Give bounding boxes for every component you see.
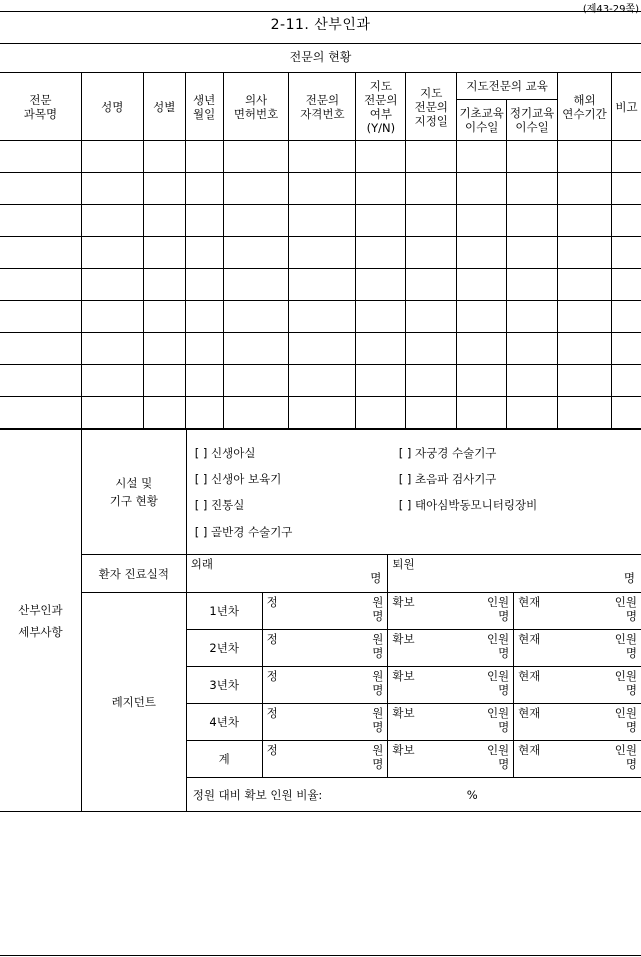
top-rule [0, 11, 641, 12]
header-abroad: 해외 연수기간 [558, 73, 612, 141]
facility-item: [ ] 신생아실 [194, 446, 256, 460]
quota-cell: 정 원 명 [262, 630, 388, 667]
table-row [0, 397, 641, 429]
discharge-cell: 퇴원 명 [388, 555, 641, 593]
current-cell: 현재 인원 명 [514, 741, 641, 778]
bottom-rule [0, 955, 641, 956]
detail-table [0, 429, 641, 812]
resident-label: 레지던트 [81, 593, 186, 812]
table-row [0, 205, 641, 237]
ratio-row: 정원 대비 확보 인원 비율: % [186, 778, 641, 812]
facility-label: 시설 및 기구 현황 [81, 430, 186, 555]
header-is-mentor: 지도 전문의 여부 (Y/N) [356, 73, 406, 141]
header-mentor-date: 지도 전문의 지정일 [406, 73, 457, 141]
page-number-note: (제43-29쪽) [582, 4, 639, 15]
facility-item: [ ] 초음파 검사기구 [398, 472, 497, 486]
header-license: 의사 면허번호 [223, 73, 289, 141]
current-cell: 현재 인원 명 [514, 630, 641, 667]
table-row [0, 269, 641, 301]
secured-cell: 확보 인원 명 [388, 704, 514, 741]
year-label: 4년차 [186, 704, 262, 741]
secured-cell: 확보 인원 명 [388, 741, 514, 778]
quota-cell: 정 원 명 [262, 667, 388, 704]
year-label: 2년차 [186, 630, 262, 667]
header-name: 성명 [81, 73, 143, 141]
header-note: 비고 [611, 73, 641, 141]
table-row [0, 141, 641, 173]
facility-item: [ ] 골반경 수술기구 [194, 525, 293, 539]
quota-cell: 정 원 명 [262, 593, 388, 630]
table-row [0, 237, 641, 269]
year-label: 3년차 [186, 667, 262, 704]
outpatient-cell: 외래 명 [186, 555, 388, 593]
secured-cell: 확보 인원 명 [388, 667, 514, 704]
specialist-table [0, 72, 641, 429]
year-label: 1년차 [186, 593, 262, 630]
quota-cell: 정 원 명 [262, 704, 388, 741]
table-row [0, 333, 641, 365]
facility-list [186, 430, 641, 555]
current-cell: 현재 인원 명 [514, 704, 641, 741]
secured-cell: 확보 인원 명 [388, 593, 514, 630]
header-qualification: 전문의 자격번호 [289, 73, 356, 141]
header-edu-basic: 기초교육 이수일 [457, 100, 507, 141]
facility-item: [ ] 자궁경 수술기구 [398, 446, 497, 460]
year-label: 계 [186, 741, 262, 778]
current-cell: 현재 인원 명 [514, 667, 641, 704]
current-cell: 현재 인원 명 [514, 593, 641, 630]
title-rule [0, 43, 641, 44]
page-title: 2-11. 산부인과 [270, 17, 371, 33]
header-edu-regular: 정기교육 이수일 [507, 100, 558, 141]
table-row [0, 173, 641, 205]
table-row [0, 365, 641, 397]
facility-item: [ ] 진통실 [194, 498, 245, 512]
header-gender: 성별 [143, 73, 185, 141]
facility-item: [ ] 태아심박동모니터링장비 [398, 498, 538, 512]
table-row [0, 301, 641, 333]
header-subject: 전문 과목명 [0, 73, 81, 141]
secured-cell: 확보 인원 명 [388, 630, 514, 667]
header-edu-group: 지도전문의 교육 [457, 73, 558, 100]
section-subtitle: 전문의 현황 [289, 50, 352, 64]
quota-cell: 정 원 명 [262, 741, 388, 778]
facility-item: [ ] 신생아 보육기 [194, 472, 282, 486]
header-birth: 생년 월일 [185, 73, 223, 141]
section-label: 산부인과 세부사항 [0, 430, 81, 812]
patient-label: 환자 진료실적 [81, 555, 186, 593]
